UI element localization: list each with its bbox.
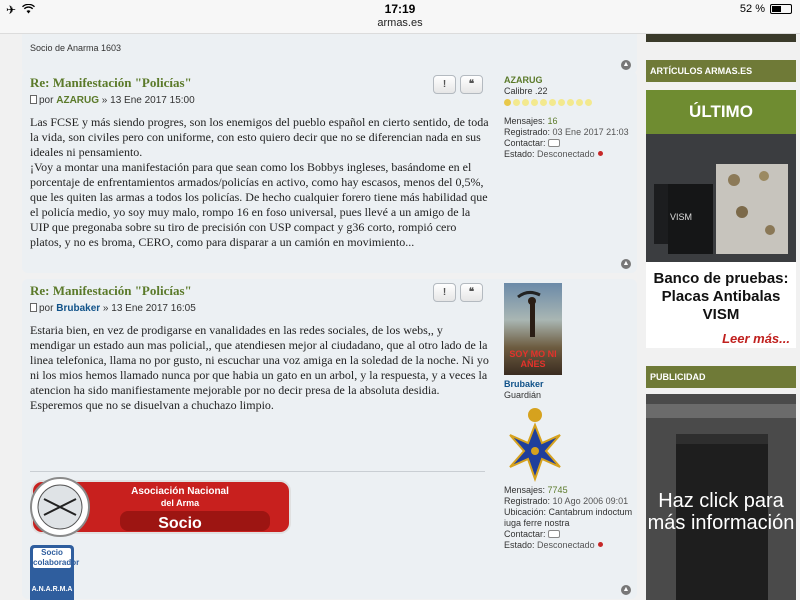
post-date: » 13 Ene 2017 15:00 — [101, 95, 195, 106]
post-icon — [30, 95, 37, 104]
profile-rank: Guardián — [504, 390, 542, 400]
offline-icon — [598, 542, 603, 547]
article-photo — [646, 134, 796, 262]
offline-icon — [598, 151, 603, 156]
signature-divider — [30, 471, 485, 472]
post-brubaker — [22, 279, 637, 599]
article-title[interactable]: Banco de pruebas: Placas Antibalas VISM — [653, 270, 789, 323]
profile-status: Desconectado — [537, 149, 595, 159]
messages-label: Mensajes: — [504, 116, 546, 126]
by-label: por — [39, 95, 54, 106]
profile-username[interactable]: AZARUG — [504, 75, 543, 85]
banner-line1: Asociación Nacional — [131, 486, 229, 497]
banner-line3: Socio — [158, 515, 202, 532]
post-profile — [504, 283, 634, 551]
ad-text: Haz click para más información — [647, 490, 795, 534]
rank-cross-icon — [504, 405, 566, 483]
socio-colaborador-badge[interactable] — [30, 545, 80, 600]
contact-icon[interactable] — [548, 530, 560, 538]
post-icon — [30, 303, 37, 312]
post-title[interactable]: Re: Manifestación "Policías" — [30, 75, 192, 90]
profile-location: Cantabrum indoctum iuga ferre nostra — [504, 507, 633, 528]
latest-article-label: ÚLTIMO — [646, 90, 796, 134]
back-to-top-icon[interactable]: ▲ — [622, 61, 630, 68]
location-label: Ubicación: — [504, 507, 547, 517]
post-meta — [30, 95, 195, 106]
profile-rank: Calibre .22 — [504, 86, 548, 96]
by-label: por — [39, 303, 54, 314]
banner-line2: del Arma — [160, 498, 200, 508]
post-body: Estaria bien, en vez de prodigarse en vanalidades en las redes sociales, de los webs,, y mendigar un estado aun mas policial,, que atendiesen mejor al ciudadano, que al otro lado de la linea telefonica, llama no por gusto, ni escuchar una voz amiga en la soledad de la noche. Ni yo ni los mios hemos llamado nunca por que habia un gato en un arbol, y la respuesta, y a veces la atencion ha sido manifiestamente mejorable por no decir presa de la absoluta desidia. Esperemos que no se disuelvan a chuchazo limpio. — [30, 323, 489, 412]
quote-button[interactable]: ❝ — [460, 75, 483, 94]
post-date: » 13 Ene 2017 16:05 — [102, 303, 196, 314]
contact-label: Contactar: — [504, 138, 546, 148]
battery-percent: 52 % — [739, 3, 765, 15]
photo-brand: VISM — [670, 212, 693, 222]
report-button[interactable]: ! — [433, 283, 456, 302]
post-profile — [504, 75, 634, 160]
badge-line1: Socio colaborador — [33, 548, 80, 567]
rank-stars — [504, 99, 634, 106]
messages-label: Mensajes: — [504, 485, 546, 495]
post-body: Las FCSE y más siendo progres, son los enemigos del pueblo español en cierto sentido, de toda la vida, son civiles pero con uniforme, con esto quiero decir que no se diferencian nada en sus ideales ni pensamiento. ¡Voy a montar una manifestación para que sean como los Bobbys ingleses, basándome en el porcentaje de enfrentamientos armados/policías en activo, como hay escasos, menos del 0,5%, que les quiten las armas a todos los policías. De hecho cualquier forero tiene más habilidad que el policía medio, yo soy muy malo, rompo 16 en foso universal, pues llevé a un amigo de la UIP que pregonaba sobre su tiro de precisión con USP compact y g36 corto, rompió cero platos, y no es broma, CERO, como para disparar a un camión en movimiento... — [30, 115, 489, 249]
profile-status: Desconectado — [537, 540, 595, 550]
advertising-heading: PUBLICIDAD — [646, 366, 796, 388]
profile-registered: 03 Ene 2017 21:03 — [552, 127, 629, 137]
registered-label: Registrado: — [504, 127, 551, 137]
quote-button[interactable]: ❝ — [460, 283, 483, 302]
battery-icon — [770, 4, 792, 14]
back-to-top-icon[interactable]: ▲ — [622, 260, 630, 267]
avatar-text: SOY MO NI AÑES — [509, 349, 557, 369]
read-more-link[interactable]: Leer más... — [722, 331, 790, 346]
topic-posts — [0, 34, 640, 600]
badge-line2: A.N.A.R.M.A — [31, 586, 73, 593]
profile-username[interactable]: Brubaker — [504, 379, 544, 389]
articles-heading: ARTÍCULOS ARMAS.ES — [646, 60, 796, 82]
status-label: Estado: — [504, 149, 535, 159]
sidebar-banner-tail[interactable] — [646, 34, 796, 42]
right-sidebar — [640, 34, 800, 600]
previous-post-tail — [22, 34, 637, 74]
contact-icon[interactable] — [548, 139, 560, 147]
report-button[interactable]: ! — [433, 75, 456, 94]
registered-label: Registrado: — [504, 496, 551, 506]
status-right — [740, 3, 792, 15]
post-meta — [30, 303, 196, 314]
airplane-icon: ✈ — [6, 3, 17, 17]
post-author[interactable]: Brubaker — [56, 303, 101, 314]
profile-registered: 10 Ago 2006 09:01 — [552, 496, 629, 506]
post-title[interactable]: Re: Manifestación "Policías" — [30, 283, 192, 298]
contact-label: Contactar: — [504, 529, 546, 539]
signature-caption: Socio de Anarma 1603 — [30, 43, 122, 53]
user-avatar[interactable] — [504, 283, 562, 375]
post-azarug — [22, 71, 637, 273]
back-to-top-icon[interactable]: ▲ — [622, 586, 630, 593]
anarma-socio-banner[interactable] — [30, 475, 292, 539]
latest-article-widget[interactable] — [646, 90, 796, 348]
advertisement-banner[interactable] — [646, 394, 796, 600]
status-label: Estado: — [504, 540, 535, 550]
address-bar-url[interactable]: armas.es — [377, 17, 423, 29]
post-buttons — [433, 75, 483, 94]
profile-messages[interactable]: 16 — [547, 116, 558, 126]
ios-status-bar — [0, 0, 800, 34]
post-author[interactable]: AZARUG — [56, 95, 100, 106]
post-buttons — [433, 283, 483, 302]
clock: 17:19 — [384, 2, 416, 16]
profile-messages[interactable]: 7745 — [547, 485, 568, 495]
